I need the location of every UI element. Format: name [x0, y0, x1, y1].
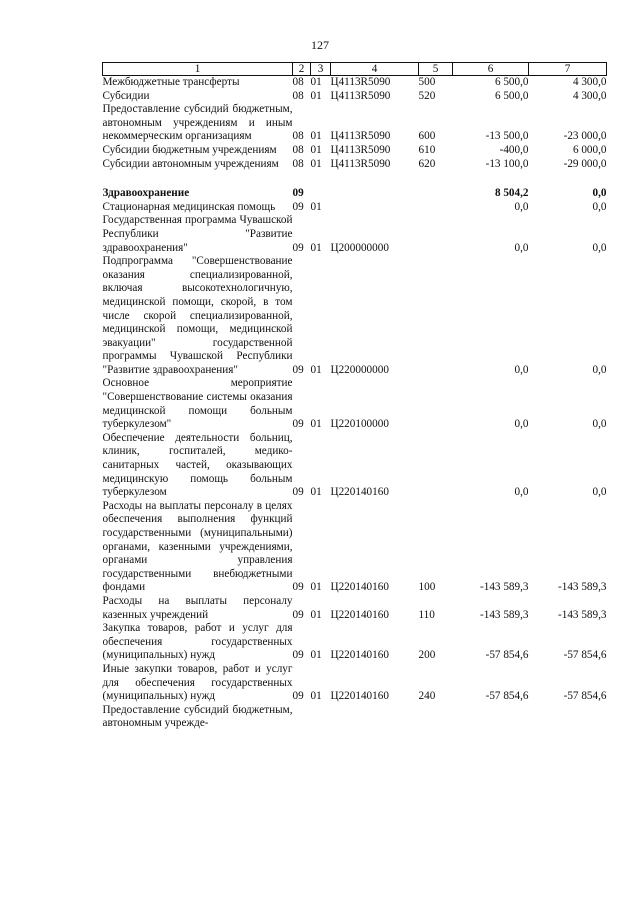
expense-type-cell: 100: [418, 581, 436, 594]
table-row: [103, 622, 607, 663]
section-code-cell: 09: [292, 581, 304, 594]
table-row: [103, 663, 607, 704]
subsection-code-cell: [311, 704, 331, 731]
row-name-cell: Расходы на выплаты персоналу казенных учреждений: [102, 594, 293, 621]
section-code-cell: 08: [292, 130, 304, 143]
amount-column-6-cell: 0,0: [514, 486, 529, 499]
expense-type-cell: 600: [418, 130, 436, 143]
amount-column-7-cell: 0,0: [592, 200, 607, 213]
subsection-code-cell: 01: [310, 89, 322, 102]
amount-column-7-cell: 6 000,0: [572, 143, 607, 156]
section-code-cell: 08: [292, 89, 304, 102]
subsection-code-cell: 01: [310, 241, 322, 254]
section-code-cell: 08: [292, 143, 304, 156]
subsection-code-cell: 01: [310, 76, 322, 88]
row-name-cell: Здравоохранение: [102, 187, 190, 200]
target-article-cell: Ц220000000: [330, 363, 389, 376]
amount-column-6-cell: -143 589,3: [480, 581, 529, 594]
amount-column-7-cell: [529, 704, 607, 731]
row-name-cell: Субсидии: [102, 89, 150, 102]
expense-type-cell: 620: [418, 157, 436, 170]
row-name-cell: Обеспечение деятельности больниц, клиник, госпиталей, медико-санитарных частей, оказывающих медицинскую помощь больным туберкулезом: [102, 431, 293, 499]
amount-column-7-cell: 0,0: [592, 187, 607, 200]
row-name-cell: Межбюджетные трансферты: [102, 76, 240, 88]
spacer-cell: [103, 171, 607, 187]
table-row: [103, 103, 607, 144]
amount-column-7-cell: 0,0: [592, 363, 607, 376]
target-article-cell: Ц220140160: [330, 690, 389, 703]
row-name-cell: Иные закупки товаров, работ и услуг для обеспечения государственных (муниципальных) нужд: [102, 662, 293, 703]
target-article-cell: Ц220140160: [330, 608, 389, 621]
section-code-cell: 09: [292, 187, 304, 200]
amount-column-7-cell: 4 300,0: [572, 76, 607, 88]
amount-column-6-cell: 6 500,0: [494, 89, 529, 102]
subsection-code-cell: 01: [310, 130, 322, 143]
subsection-code-cell: [311, 187, 331, 201]
expense-type-cell: [419, 214, 453, 255]
target-article-cell: [331, 704, 419, 731]
amount-column-6-cell: 0,0: [514, 418, 529, 431]
amount-column-7-cell: -143 589,3: [558, 581, 607, 594]
table-row: [103, 704, 607, 731]
subsection-code-cell: 01: [310, 143, 322, 156]
expense-type-cell: [419, 704, 453, 731]
section-code-cell: 08: [292, 157, 304, 170]
table-header-row: [103, 63, 607, 76]
row-name-cell: Предоставление субсидий бюджетным, автономным учреждениям и иным некоммерческим организациям: [102, 103, 293, 143]
amount-column-7-cell: -23 000,0: [563, 130, 607, 143]
target-article-cell: Ц200000000: [330, 241, 389, 254]
table-row: [103, 171, 607, 187]
table-row: [103, 255, 607, 377]
amount-column-7-cell: -57 854,6: [563, 649, 607, 662]
page-number: 127: [311, 38, 329, 52]
expense-type-cell: 500: [418, 76, 436, 88]
table-row: [103, 144, 607, 158]
subsection-code-cell: 01: [310, 649, 322, 662]
subsection-code-cell: 01: [310, 200, 322, 213]
section-code-cell: 09: [292, 418, 304, 431]
amount-column-6-cell: -57 854,6: [485, 690, 529, 703]
amount-column-6-cell: -143 589,3: [480, 608, 529, 621]
subsection-code-cell: 01: [310, 486, 322, 499]
section-code-cell: 09: [292, 690, 304, 703]
row-name-cell: Расходы на выплаты персоналу в целях обеспечения выполнения функций государственными (муниципальными) органами, казенными учреждениями, органами управления государственными внебюджетными фондами: [102, 499, 293, 594]
expense-type-cell: [419, 255, 453, 377]
amount-column-6-cell: -13 500,0: [485, 130, 529, 143]
section-code-cell: 09: [292, 200, 304, 213]
target-article-cell: Ц220140160: [330, 486, 389, 499]
section-code-cell: [293, 704, 311, 731]
budget-table: [102, 62, 607, 731]
table-row: [103, 201, 607, 215]
table-row: [103, 90, 607, 104]
row-name-cell: Предоставление субсидий бюджетным, автономным учрежде-: [102, 703, 293, 730]
row-name-cell: Подпрограмма "Совершенствование оказания специализированной, включая высокотехнологичную, медицинской помощи, скорой, в том числе скорой специализированной, медицинской помощи, медицинской эвакуации" государственной программы Чувашской Республики "Развитие здравоохранения": [102, 255, 293, 376]
table-row: [103, 76, 607, 90]
table-body: [103, 76, 607, 731]
expense-type-cell: [419, 201, 453, 215]
subsection-code-cell: 01: [310, 363, 322, 376]
amount-column-6-cell: 0,0: [514, 241, 529, 254]
section-code-cell: 09: [292, 486, 304, 499]
subsection-code-cell: 01: [310, 690, 322, 703]
amount-column-6-cell: 6 500,0: [494, 76, 529, 88]
expense-type-cell: 610: [418, 143, 436, 156]
table-row: [103, 214, 607, 255]
target-article-cell: [331, 201, 419, 215]
amount-column-6-cell: 8 504,2: [494, 187, 529, 200]
target-article-cell: Ц220140160: [330, 649, 389, 662]
target-article-cell: Ц220140160: [330, 581, 389, 594]
target-article-cell: Ц4113R5090: [330, 143, 391, 156]
column-header: 3: [311, 63, 331, 76]
row-name-cell: Основное мероприятие "Совершенствование системы оказания медицинской помощи больным туберкулезом": [102, 377, 293, 431]
section-code-cell: 09: [292, 241, 304, 254]
subsection-code-cell: 01: [310, 608, 322, 621]
row-name-cell: Государственная программа Чувашской Республики "Развитие здравоохранения": [102, 214, 293, 254]
column-header: 2: [293, 63, 311, 76]
column-header: 1: [103, 63, 293, 76]
expense-type-cell: [419, 377, 453, 431]
amount-column-7-cell: 0,0: [592, 486, 607, 499]
section-code-cell: 09: [292, 608, 304, 621]
amount-column-6-cell: -57 854,6: [485, 649, 529, 662]
amount-column-7-cell: -143 589,3: [558, 608, 607, 621]
expense-type-cell: 240: [418, 690, 436, 703]
amount-column-6-cell: 0,0: [514, 363, 529, 376]
column-header: 6: [453, 63, 529, 76]
table-row: [103, 158, 607, 172]
amount-column-6-cell: -400,0: [499, 143, 529, 156]
table-row: [103, 377, 607, 431]
target-article-cell: Ц4113R5090: [330, 76, 391, 88]
amount-column-7-cell: -29 000,0: [563, 157, 607, 170]
amount-column-6-cell: -13 100,0: [485, 157, 529, 170]
amount-column-7-cell: -57 854,6: [563, 690, 607, 703]
target-article-cell: [331, 187, 419, 201]
expense-type-cell: 520: [418, 89, 436, 102]
target-article-cell: Ц4113R5090: [330, 157, 391, 170]
amount-column-7-cell: 4 300,0: [572, 89, 607, 102]
expense-type-cell: [419, 432, 453, 500]
target-article-cell: Ц220100000: [330, 418, 389, 431]
subsection-code-cell: 01: [310, 157, 322, 170]
expense-type-cell: 200: [418, 649, 436, 662]
row-name-cell: Субсидии автономным учреждениям: [102, 157, 279, 170]
table-row: [103, 595, 607, 622]
row-name-cell: Закупка товаров, работ и услуг для обеспечения государственных (муниципальных) нужд: [102, 622, 293, 662]
column-header: 5: [419, 63, 453, 76]
column-header: 4: [331, 63, 419, 76]
section-code-cell: 09: [292, 363, 304, 376]
section-code-cell: 08: [292, 76, 304, 88]
section-code-cell: 09: [292, 649, 304, 662]
amount-column-6-cell: 0,0: [514, 200, 529, 213]
row-name-cell: Стационарная медицинская помощь: [102, 200, 276, 213]
expense-type-cell: [419, 187, 453, 201]
table-row: [103, 500, 607, 595]
subsection-code-cell: 01: [310, 418, 322, 431]
table-row: [103, 432, 607, 500]
expense-type-cell: 110: [418, 608, 435, 621]
amount-column-6-cell: [453, 704, 529, 731]
amount-column-7-cell: 0,0: [592, 418, 607, 431]
row-name-cell: Субсидии бюджетным учреждениям: [102, 143, 277, 156]
amount-column-7-cell: 0,0: [592, 241, 607, 254]
table-row: [103, 187, 607, 201]
column-header: 7: [529, 63, 607, 76]
target-article-cell: Ц4113R5090: [330, 89, 391, 102]
target-article-cell: Ц4113R5090: [330, 130, 391, 143]
subsection-code-cell: 01: [310, 581, 322, 594]
